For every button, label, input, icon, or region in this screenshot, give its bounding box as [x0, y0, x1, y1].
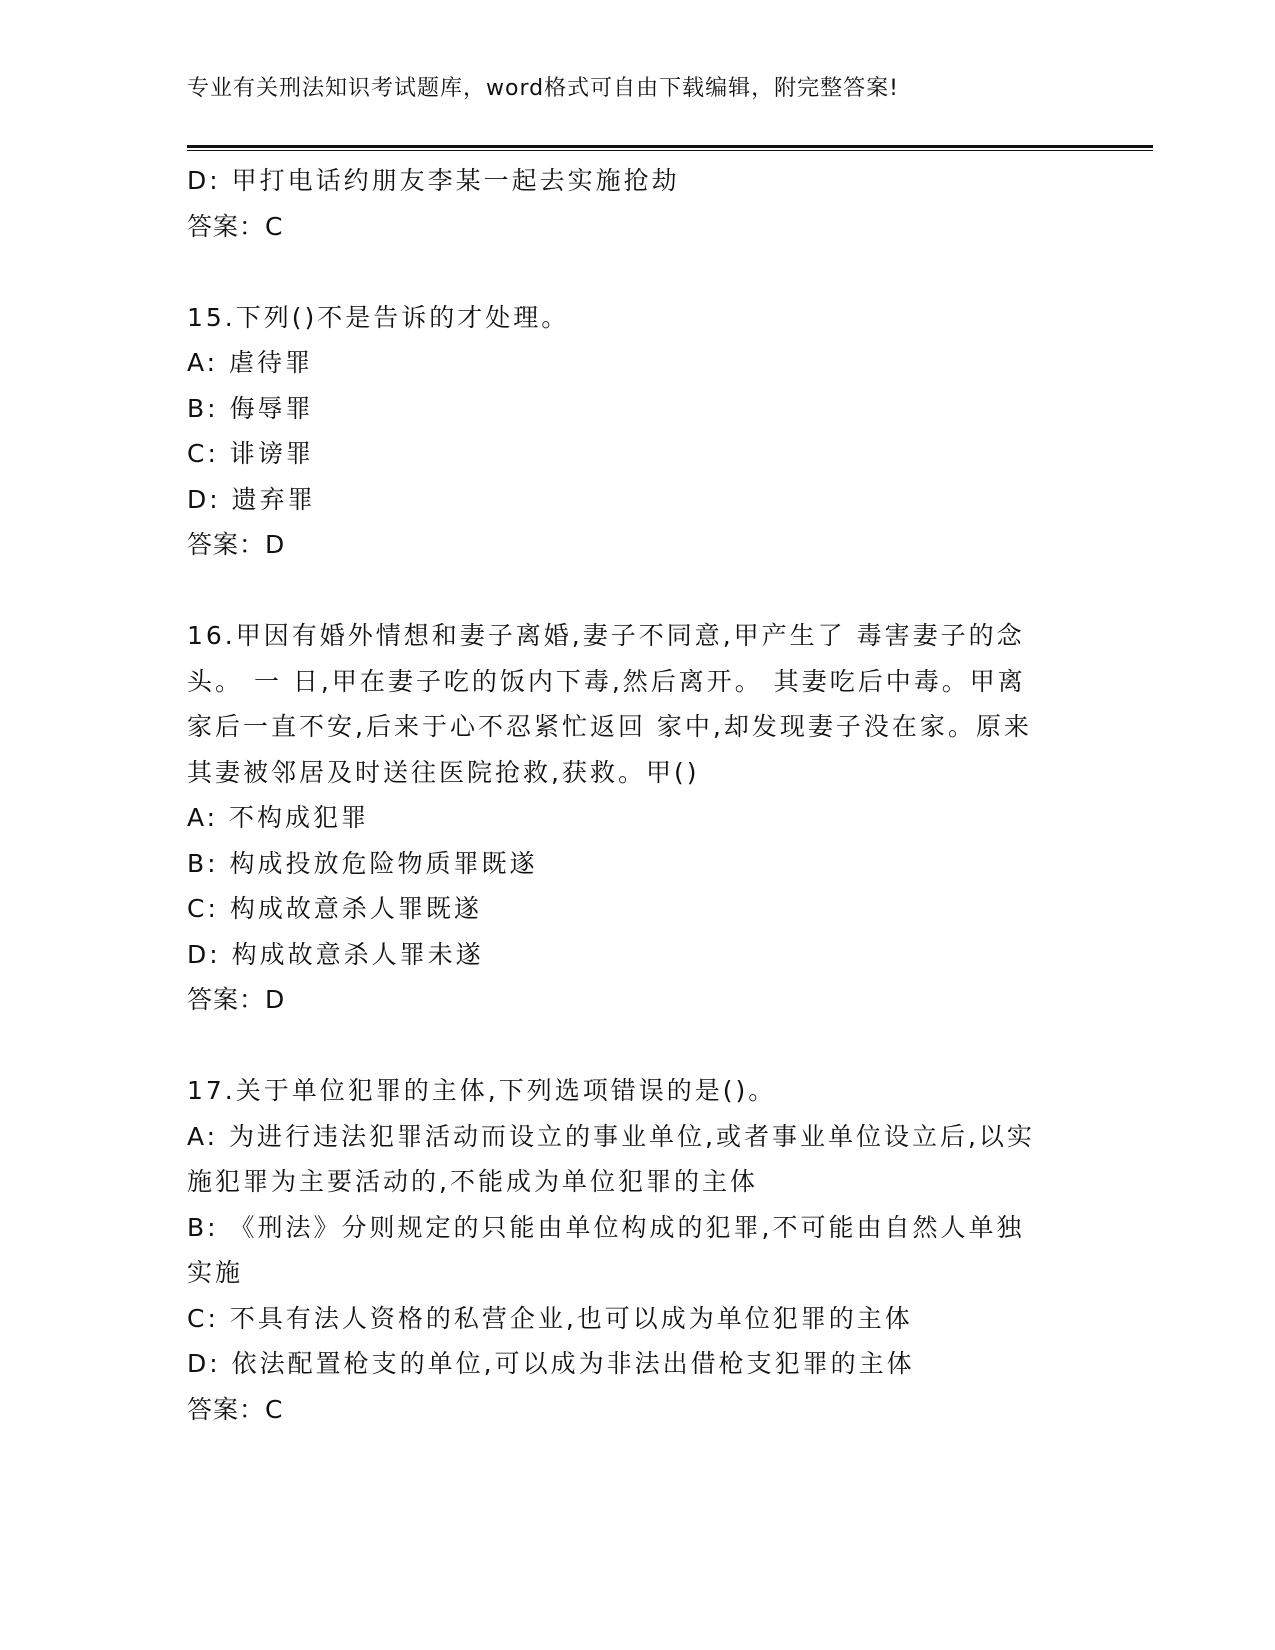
option-d: D: 构成故意杀人罪未遂: [187, 939, 484, 969]
question-15: [187, 295, 1087, 568]
question-stem-line: 头。 一 日,甲在妻子吃的饭内下毒,然后离开。 其妻吃后中毒。甲离: [187, 666, 1026, 696]
option-b: B: 侮辱罪: [187, 393, 314, 423]
answer-line: 答案：D: [187, 530, 286, 559]
page-header: 专业有关刑法知识考试题库，word格式可自由下载编辑，附完整答案!: [187, 76, 899, 101]
option-a: A: 不构成犯罪: [187, 803, 370, 832]
option-a: A: 为进行违法犯罪活动而设立的事业单位,或者事业单位设立后,以实: [187, 1121, 1035, 1151]
question-stem-line: 其妻被邻居及时送往医院抢救,获救。甲(): [187, 757, 700, 787]
question-stem-line: 家后一直不安,后来于心不忍紧忙返回 家中,却发现妻子没在家。原来: [187, 712, 1032, 741]
header-divider: [187, 145, 1153, 151]
option-b: B: 《刑法》分则规定的只能由单位构成的犯罪,不可能由自然人单独: [187, 1212, 1025, 1242]
option-c: C: 不具有法人资格的私营企业,也可以成为单位犯罪的主体: [187, 1303, 913, 1333]
option-c: C: 诽谤罪: [187, 439, 314, 468]
option-d: D: 遗弃罪: [187, 484, 316, 514]
question-stem: 15.下列()不是告诉的才处理。: [187, 302, 570, 332]
option-a: A: 虐待罪: [187, 348, 314, 377]
option-b-continued: 实施: [187, 1258, 244, 1287]
answer-line: 答案：C: [187, 211, 284, 241]
option-a-continued: 施犯罪为主要活动的,不能成为单位犯罪的主体: [187, 1167, 758, 1196]
answer-line: 答案：D: [187, 985, 286, 1014]
question-stem: 17.关于单位犯罪的主体,下列选项错误的是()。: [187, 1076, 777, 1105]
answer-line: 答案：C: [187, 1394, 284, 1424]
document-body: [187, 158, 1087, 1432]
question-fragment: [187, 158, 1087, 249]
option-b: B: 构成投放危险物质罪既遂: [187, 848, 538, 878]
question-17: [187, 1068, 1087, 1432]
option-d: D: 甲打电话约朋友李某一起去实施抢劫: [187, 166, 680, 195]
option-c: C: 构成故意杀人罪既遂: [187, 894, 482, 923]
question-stem-line: 16.甲因有婚外情想和妻子离婚,妻子不同意,甲产生了 毒害妻子的念: [187, 621, 1025, 650]
option-d: D: 依法配置枪支的单位,可以成为非法出借枪支犯罪的主体: [187, 1349, 915, 1378]
question-16: [187, 613, 1087, 1023]
